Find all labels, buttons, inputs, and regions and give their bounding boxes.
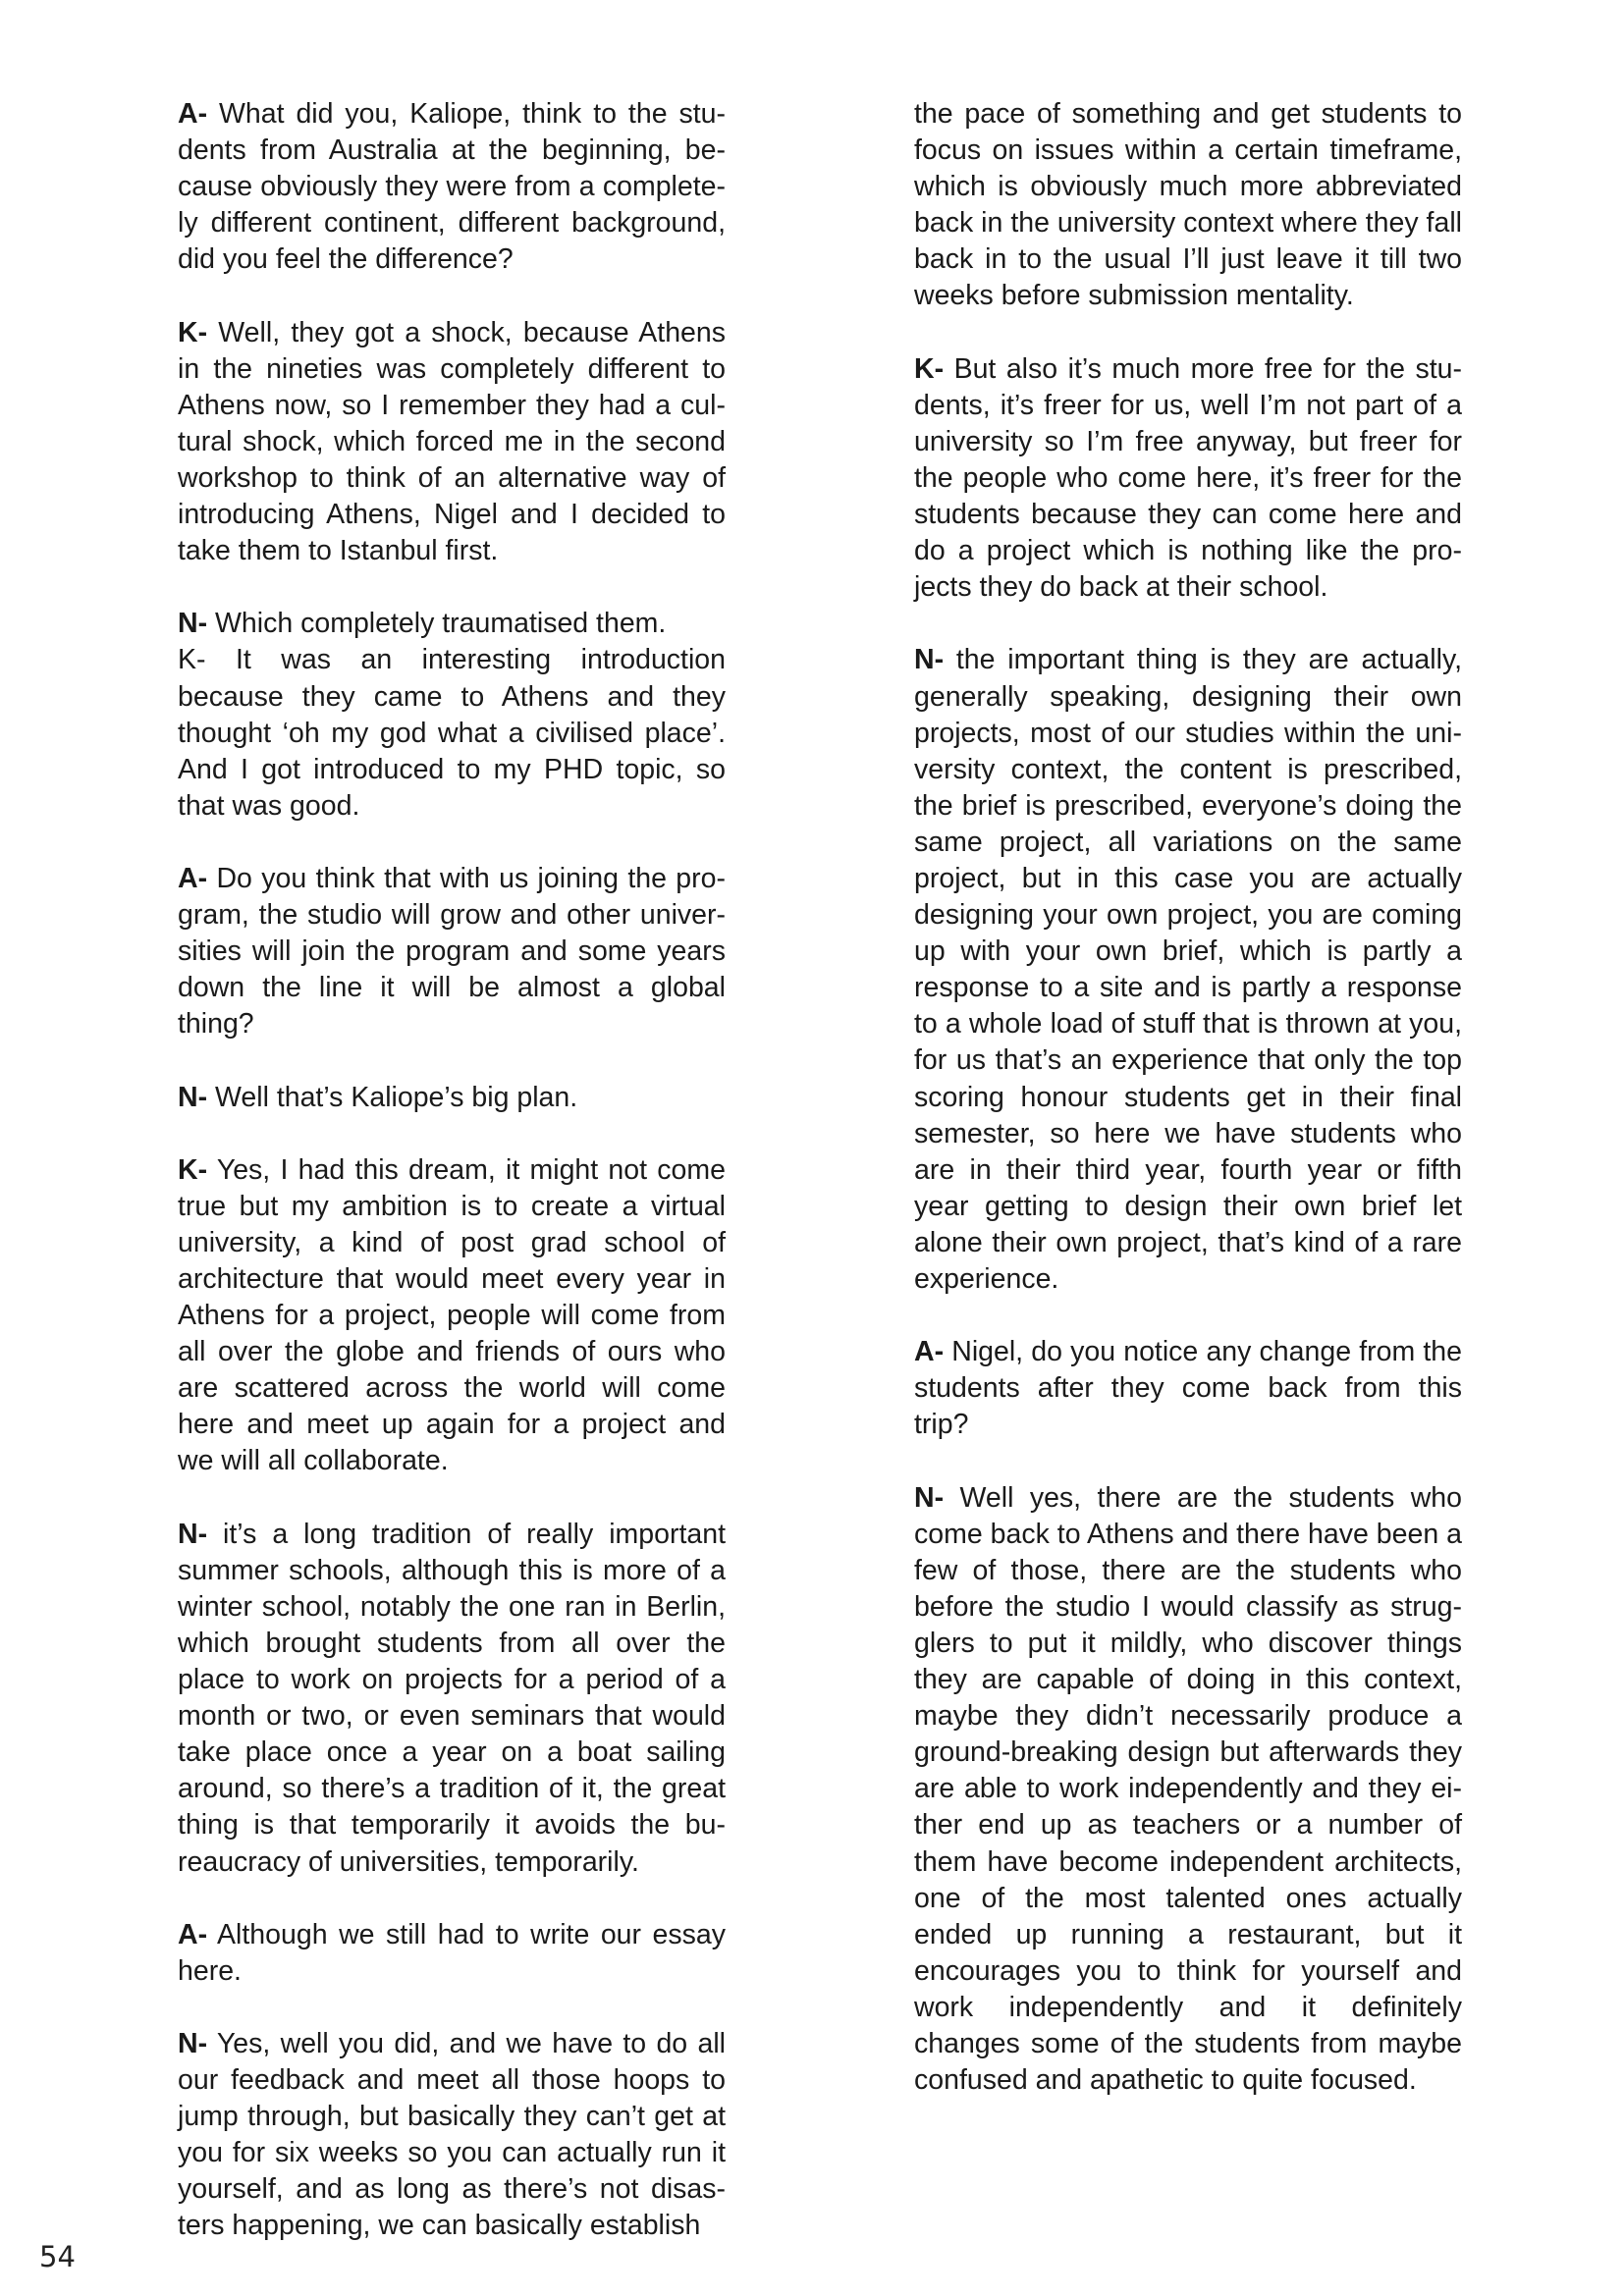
speaker-label: K-: [178, 1153, 208, 1186]
paragraph-n-tradition: [178, 1517, 726, 1881]
paragraph-k-introduction: [178, 642, 726, 824]
paragraph-text: It was an interesting introduction because they came to Athens and they thought ‘oh my god what a civilised place’. And I got introduced to my PHD topic, so that was good.: [178, 644, 726, 822]
paragraph-text: Yes, I had this dream, it might not come true but my ambition is to create a virtual university, a kind of post grad school of architecture that would meet every year in Athens for a project, people will come from all over the globe and friends of ours who are scattered across the world will come here and meet up again for a project and we will all collaborate.: [178, 1153, 726, 1477]
paragraph-n-feedback: [178, 2026, 726, 2245]
paragraph-text: Although we still had to write our essay here.: [178, 1918, 726, 1987]
paragraph-k-shock: [178, 315, 726, 570]
paragraph-text: But also it’s much more free for the students, it’s freer for us, well I’m not part of a university so I’m free anyway, but freer for the people who come here, it’s freer for the students because they can come here and do a project which is nothing like the projects they do back at their school.: [914, 352, 1462, 604]
paragraph-n-big-plan: [178, 1080, 726, 1116]
paragraph-text: the pace of something and get students to focus on issues within a certain timeframe, which is obviously much more abbreviated back in the university context where they fall back in to the usual I’ll just leave it till two weeks before submission mentality.: [914, 98, 1462, 312]
paragraph-k-dream: [178, 1152, 726, 1480]
speaker-label: K-: [914, 352, 945, 385]
paragraph-text: Well that’s Kaliope’s big plan.: [207, 1081, 578, 1113]
speaker-label: A-: [178, 1918, 208, 1950]
speaker-label: N-: [178, 1518, 208, 1550]
speaker-label: A-: [178, 98, 208, 130]
speaker-label: A-: [178, 862, 208, 894]
paragraph-a-program-growth: [178, 861, 726, 1042]
paragraph-n-traumatised: [178, 606, 726, 642]
paragraph-n-own-projects: [914, 642, 1462, 1298]
paragraph-text: Do you think that with us joining the program, the studio will grow and other universities will join the program and some years down the line it will be almost a global thing?: [178, 862, 726, 1041]
speaker-label: N-: [914, 1481, 945, 1514]
paragraph-text: Which completely traumatised them.: [207, 608, 667, 640]
paragraph-text: Nigel, do you notice any change from the students after they come back from this trip?: [914, 1336, 1462, 1441]
left-text-column: [178, 96, 726, 2245]
speaker-label: A-: [914, 1336, 945, 1368]
speaker-label: N-: [178, 608, 208, 640]
paragraph-n-students-change: [914, 1480, 1462, 2100]
paragraph-a-question-australia: [178, 96, 726, 278]
paragraph-text: What did you, Kaliope, think to the students from Australia at the beginning, because obviously they were from a completely different continent, different background, did you feel the difference?: [178, 98, 726, 276]
page-number: 54: [39, 2240, 76, 2273]
paragraph-text: Well yes, there are the students who come back to Athens and there have been a few of those, there are the students who before the studio I would classify as strugglers to put it mildly, who discover things they are capable of doing in this context, maybe they didn’t necessarily produce a ground-breaking design but afterwards they are able to work independently and they either end up as teachers or a number of them have become independent architects, one of the most talented ones actually ended up running a restaurant, but it encourages you to think for yourself and work independently and it definitely changes some of the students from maybe confused and apathetic to quite focused.: [914, 1481, 1462, 2097]
speaker-label: K-: [178, 316, 208, 348]
paragraph-a-change: [914, 1334, 1462, 1443]
paragraph-text: it’s a long tradition of really important summer schools, although this is more of a winter school, notably the one ran in Berlin, which brought students from all over the place to work on projects for a period of a month or two, or even seminars that would take place once a year on a boat sailing around, so there’s a tradition of it, the great thing is that temporarily it avoids the bureaucracy of universities, temporarily.: [178, 1518, 726, 1878]
paragraph-a-essay: [178, 1917, 726, 1990]
paragraph-text: Well, they got a shock, because Athens in the nineties was completely different to Athens now, so I remember they had a cultural shock, which forced me in the second workshop to think of an alternative way of introducing Athens, Nigel and I decided to take them to Istanbul first.: [178, 316, 726, 567]
right-text-column: [914, 96, 1462, 2099]
speaker-label: N-: [178, 1081, 208, 1113]
paragraph-text: Yes, well you did, and we have to do all our feedback and meet all those hoops to jump through, but basically they can’t get at you for six weeks so you can actually run it yourself, and as long as there’s not disasters happening, we can basically establish: [178, 2027, 726, 2242]
speaker-label: K-: [178, 644, 206, 676]
speaker-label: N-: [914, 644, 945, 676]
paragraph-text: the important thing is they are actually, generally speaking, designing their own projects, most of our studies within the university context, the content is prescribed, the brief is prescribed, everyone’s doing the same project, all variations on the same project, but in this case you are actually designing your own project, you are coming up with your own brief, which is partly a response to a site and is partly a response to a whole load of stuff that is thrown at you, for us that’s an experience that only the top scoring honour students get in their final semester, so here we have students who are in their third year, fourth year or fifth year getting to design their own brief let alone their own project, that’s kind of a rare experience.: [914, 644, 1462, 1295]
paragraph-k-freer: [914, 351, 1462, 607]
paragraph-continuation-pace: [914, 96, 1462, 315]
speaker-label: N-: [178, 2027, 208, 2059]
